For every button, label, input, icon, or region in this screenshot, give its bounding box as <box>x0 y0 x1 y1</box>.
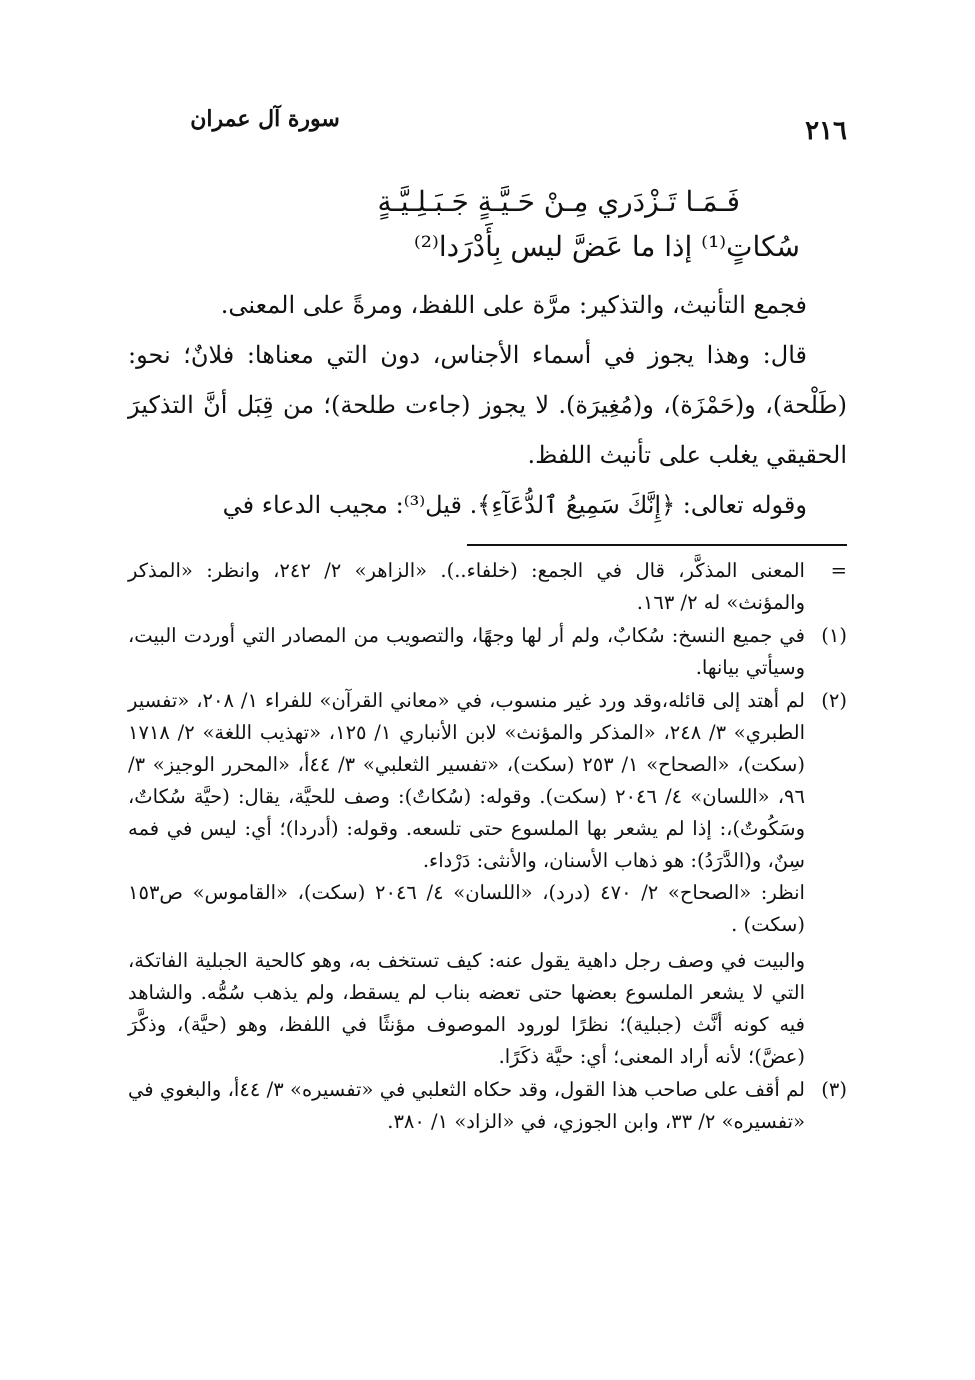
footnote-text: في جميع النسخ: سُكابٌ، ولم أر لها وجهًا، والتصويب من المصادر التي أوردت البيت، وسيأتي بيانها. <box>128 624 805 679</box>
footnote-marker: (٣) <box>821 1078 847 1101</box>
footnote-separator <box>467 544 847 546</box>
footnote-2 <box>128 685 847 1073</box>
poetry-verse-first-hemistich: فَـمَـا تَـزْدَري مِـنْ حَـيَّـةٍ جَـبَـلِـيَّـةٍ <box>377 185 740 218</box>
footnote-marker: = <box>830 559 847 582</box>
footnote-paragraph: والبيت في وصف رجل داهية يقول عنه: كيف تستخف به، وهو كالحية الجبلية الفاتكة، التي لا يشعر الملسوع بعضها حتى تعضه بناب لم يسقط، ولم يذهب سُمُّه. والشاهد فيه كونه أنَّث (جبلية)؛ نظرًا لورود الموصوف مؤنثًا في اللفظ، وهو (حيَّة)، وذكَّرَ (عضَّ)؛ لأنه أراد المعنى؛ أي: حيَّة ذكَرًا. <box>128 949 805 1068</box>
footnote-text: المعنى المذكَّر، قال في الجمع: (خلفاء..). «الزاهر» ٢/ ٢٤٢، وانظر: «المذكر والمؤنث» له ٢/ ١٦٣. <box>128 559 805 614</box>
footnote-marker: (١) <box>821 624 847 647</box>
footnote-paragraph: لم أهتد إلى قائله،وقد ورد غير منسوب، في «معاني القرآن» للفراء ١/ ٢٠٨، «تفسير الطبري» ٣/ ٢٤٨، «المذكر والمؤنث» لابن الأنباري ١/ ١٢٥، «تهذيب اللغة» ٢/ ١٧١٨ (سكت)، «الصحاح» ١/ ٢٥٣ (سكت)، «تفسير الثعلبي» ٣/ ٤٤أ، «المحرر الوجيز» ٣/ ٩٦، «اللسان» ٤/ ٢٠٤٦ (سكت). وقوله: (سُكاتٌ): وصف للحيَّة، يقال: (حيَّة سُكاتٌ، وسَكُوتٌ)،: إذا لم يشعر بها الملسوع حتى تلسعه. وقوله: (أدردا)؛ أي: ليس في فمه سِنٌ، و(الدَّرَدُ): هو ذهاب الأسنان، والأنثى: دَرْداء. <box>128 689 806 872</box>
footnote-paragraph: انظر: «الصحاح» ٢/ ٤٧٠ (درد)، «اللسان» ٤/ ٢٠٤٦ (سكت)، «القاموس» ص١٥٣ (سكت) . <box>128 881 805 936</box>
body-paragraph: فجمع التأنيث، والتذكير: مرَّة على اللفظ، ومرةً على المعنى. <box>220 291 807 319</box>
footnote-3 <box>128 1074 847 1138</box>
footnote-text <box>128 685 805 1073</box>
footnote-continuation <box>128 555 847 619</box>
page-number: ٢١٦ <box>805 116 847 146</box>
body-paragraph: قال: وهذا يجوز في أسماء الأجناس، دون التي معناها: فلانٌ؛ نحو: (طَلْحة)، و(حَمْزَة)، و(مُغِيرَة). لا يجوز (جاءت طلحة)؛ من قِبَل أنَّ التذكيرَ الحقيقي يغلب على تأنيث اللفظ. <box>128 341 847 469</box>
body-paragraph: وقوله تعالى: ﴿إِنَّكَ سَمِيعُ ٱلدُّعَآءِ﴾. قيل⁽³⁾: مجيب الدعاء في <box>222 491 807 519</box>
footnote-text: لم أقف على صاحب هذا القول، وقد حكاه الثعلبي في «تفسيره» ٣/ ٤٤أ، والبغوي في «تفسيره» ٢/ ٣٣، وابن الجوزي، في «الزاد» ١/ ٣٨٠. <box>128 1078 805 1133</box>
surah-title: سورة آل عمران <box>190 106 340 132</box>
footnote-marker: (٢) <box>821 689 847 712</box>
main-text <box>128 280 847 530</box>
footnotes <box>128 555 847 1139</box>
footnote-1 <box>128 620 847 684</box>
poetry-verse-second-hemistich: سُكاتٍ⁽¹⁾ إذا ما عَضَّ ليس بِأَدْرَدا⁽²⁾ <box>413 230 800 263</box>
